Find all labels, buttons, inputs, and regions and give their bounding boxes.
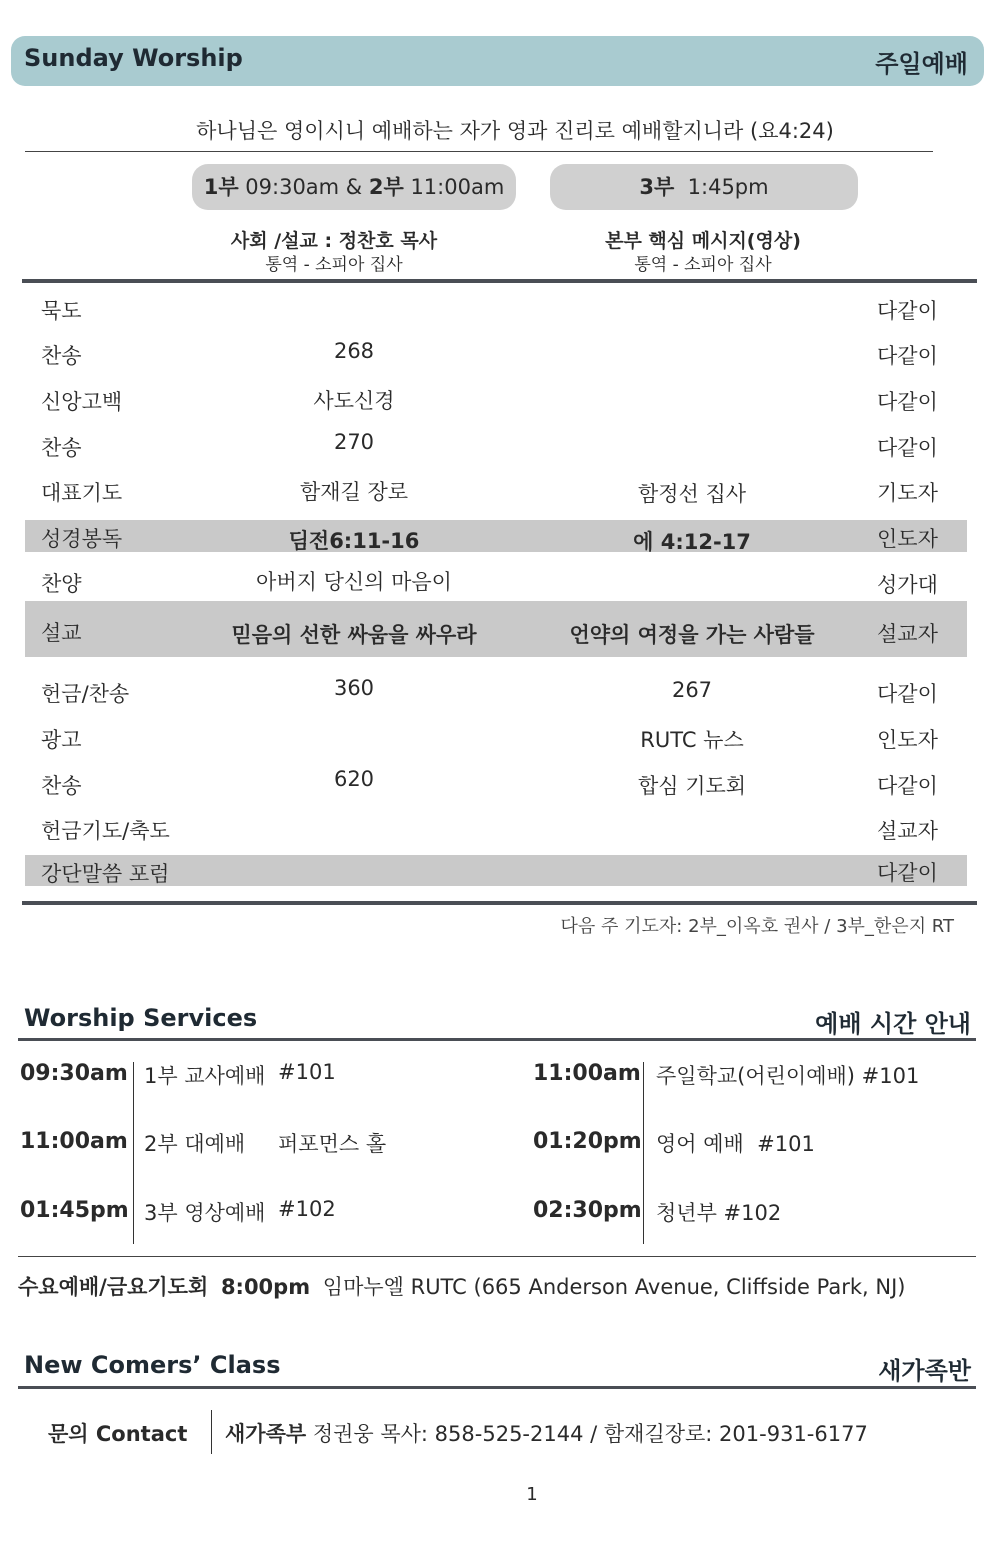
page-number: 1 <box>526 1484 538 1505</box>
order-s12: 360 <box>333 676 375 700</box>
order-s12: 아버지 당신의 마음이 <box>256 570 452 594</box>
order-item: 찬송 <box>41 774 82 798</box>
header-title-ko: 주일예배 <box>875 50 968 78</box>
order-item: 헌금/찬송 <box>41 682 130 706</box>
service-time: 11:00am <box>533 1061 641 1086</box>
scripture-verse: 하나님은 영이시니 예배하는 자가 영과 진리로 예배할지니라 (요4:24) <box>196 119 834 143</box>
contact-details: 정권웅 목사: 858-525-2144 / 함재길장로: 201-931-6177 <box>306 1422 868 1446</box>
next-week-prayer: 다음 주 기도자: 2부_이옥호 권사 / 3부_한은지 RT <box>560 916 954 937</box>
weekday-place: 임마누엘 RUTC (665 Anderson Avenue, Cliffside Park, NJ) <box>322 1275 906 1299</box>
order-by: 다같이 <box>877 436 938 460</box>
services-bottom-rule <box>18 1256 976 1257</box>
left-column-divider <box>133 1062 134 1244</box>
order-s3: 함정선 집사 <box>637 482 747 506</box>
order-s12: 믿음의 선한 싸움을 싸우라 <box>231 623 477 647</box>
leader-right-main: 본부 핵심 메시지(영상) <box>605 230 801 252</box>
divider <box>25 151 933 152</box>
header-title-en: Sunday Worship <box>24 44 243 72</box>
order-s3: RUTC 뉴스 <box>640 728 744 752</box>
service-3-label: 3부 <box>639 175 675 199</box>
order-by: 설교자 <box>877 819 938 843</box>
service-time: 01:45pm <box>20 1198 129 1223</box>
service-1-2-pill <box>192 164 516 210</box>
order-item: 광고 <box>41 728 82 752</box>
contact-dept: 새가족부 <box>225 1422 307 1446</box>
service-3-pill <box>550 164 858 210</box>
order-s3: 에 4:12-17 <box>633 530 751 554</box>
order-by: 다같이 <box>877 861 938 885</box>
order-s3: 합심 기도회 <box>637 774 747 798</box>
order-by: 다같이 <box>877 774 938 798</box>
order-item: 찬송 <box>41 436 82 460</box>
order-s12: 딤전6:11-16 <box>288 529 420 553</box>
order-item: 성경봉독 <box>41 527 123 551</box>
band-sermon <box>25 601 967 657</box>
order-by: 인도자 <box>877 728 938 752</box>
leader-left-main: 사회 /설교 : 정찬호 목사 <box>230 230 438 252</box>
service-time: 02:30pm <box>533 1198 642 1223</box>
order-by: 다같이 <box>877 299 938 323</box>
order-item: 설교 <box>41 621 82 645</box>
service-3-time: 1:45pm <box>674 175 769 199</box>
service-place: #101 <box>278 1060 336 1084</box>
order-item: 헌금기도/축도 <box>41 819 170 843</box>
service-desc: 청년부 #102 <box>656 1201 782 1225</box>
contact-label: 문의 Contact <box>48 1422 188 1446</box>
order-by: 다같이 <box>877 390 938 414</box>
leader-left-sub: 통역 - 소피아 집사 <box>265 255 403 275</box>
order-item: 대표기도 <box>41 481 123 505</box>
new-comers-title-ko: 새가족반 <box>878 1357 971 1385</box>
worship-services-title-en: Worship Services <box>24 1004 258 1032</box>
right-column-divider <box>643 1062 644 1244</box>
worship-services-title-ko: 예배 시간 안내 <box>815 1010 971 1038</box>
service-name: 1부 교사예배 <box>144 1064 266 1088</box>
order-s12: 620 <box>333 767 375 791</box>
service-name: 2부 대예배 <box>144 1132 246 1156</box>
order-s12: 사도신경 <box>313 389 395 413</box>
service-1-label: 1부 <box>203 175 239 199</box>
weekday-time: 8:00pm <box>220 1275 311 1299</box>
order-by: 성가대 <box>877 573 938 597</box>
band-scripture <box>25 520 967 552</box>
contact-info <box>225 1418 868 1448</box>
order-item: 찬양 <box>41 572 82 596</box>
order-s3: 언약의 여정을 가는 사람들 <box>569 623 815 647</box>
service-desc: 주일학교(어린이예배) #101 <box>656 1064 920 1088</box>
order-by: 인도자 <box>877 527 938 551</box>
order-by: 다같이 <box>877 682 938 706</box>
order-s12: 268 <box>333 339 375 363</box>
service-time: 11:00am <box>20 1129 128 1154</box>
order-by: 기도자 <box>877 481 938 505</box>
order-item: 강단말씀 포럼 <box>41 862 170 886</box>
service-place: 퍼포먼스 홀 <box>278 1132 387 1156</box>
service-1-time: 09:30am & <box>238 175 369 199</box>
order-bottom-rule <box>22 901 977 905</box>
weekday-label: 수요예배/금요기도회 <box>18 1275 209 1299</box>
service-2-time: 11:00am <box>403 175 505 199</box>
service-time: 09:30am <box>20 1061 128 1086</box>
order-item: 묵도 <box>41 299 82 323</box>
worship-services-rule <box>18 1038 976 1041</box>
service-2-label: 2부 <box>368 175 404 199</box>
order-item: 찬송 <box>41 344 82 368</box>
order-by: 설교자 <box>877 622 938 646</box>
weekday-service <box>18 1271 906 1301</box>
leader-right-sub: 통역 - 소피아 집사 <box>634 255 772 275</box>
order-item: 신앙고백 <box>41 390 123 414</box>
order-top-rule <box>22 279 977 283</box>
new-comers-title-en: New Comers’ Class <box>24 1351 281 1379</box>
service-name: 3부 영상예배 <box>144 1201 266 1225</box>
new-comers-rule <box>18 1386 976 1389</box>
service-place: #102 <box>278 1197 336 1221</box>
order-s12: 함재길 장로 <box>299 480 409 504</box>
order-s3: 267 <box>671 678 713 702</box>
order-s12: 270 <box>333 430 375 454</box>
order-by: 다같이 <box>877 344 938 368</box>
service-desc: 영어 예배 #101 <box>656 1132 815 1156</box>
contact-divider <box>211 1410 212 1454</box>
service-time: 01:20pm <box>533 1129 642 1154</box>
